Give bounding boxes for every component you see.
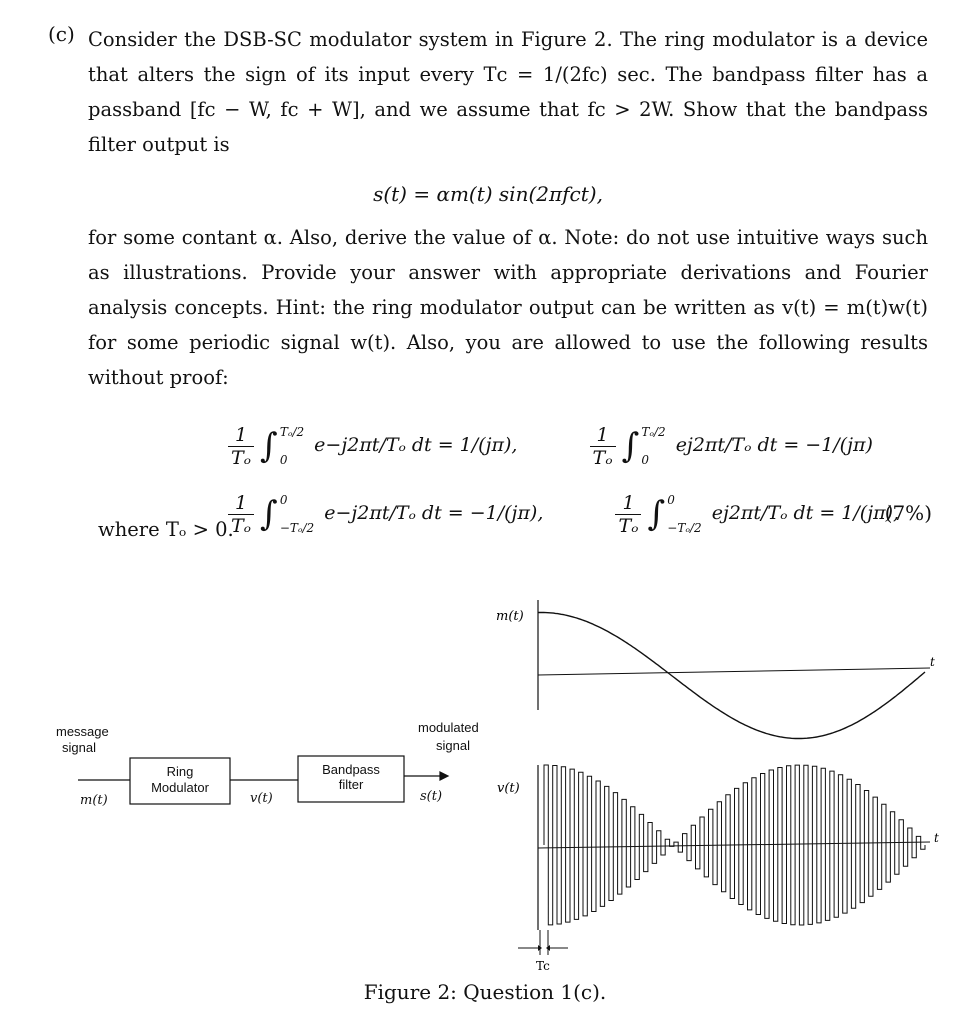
result-1: = 1/(jπ),: [437, 434, 518, 456]
problem-label: (c): [48, 22, 75, 46]
result-3: = −1/(jπ),: [447, 502, 544, 524]
integral-row-2: [228, 486, 899, 542]
prefactor: $\frac{1}{\text{Tₒ}}$: [228, 424, 254, 469]
v-chopped-path: [544, 765, 925, 925]
bpf-label-1: Bandpass: [322, 762, 380, 777]
points-label: (7%): [884, 501, 932, 525]
v-label: v(t): [250, 791, 273, 806]
tc-label: Tc: [536, 959, 550, 973]
given-integrals: [88, 414, 928, 564]
integral-sign: ∫: [260, 426, 278, 466]
result-4: = 1/(jπ),: [819, 502, 900, 524]
m-t-axis: [538, 668, 930, 675]
integrand-4: ej2πt/Tₒ dt: [711, 502, 814, 524]
integrand-1: e−j2πt/Tₒ dt: [314, 434, 432, 456]
modulated-label-1: modulated: [418, 720, 479, 735]
output-arrowhead: [440, 772, 448, 780]
ring-label-1: Ring: [166, 764, 194, 779]
integral-limits: Tₒ/2 0: [641, 425, 666, 467]
problem-paragraph-1: Consider the DSB-SC modulator system in Figure 2. The ring modulator is a device that alters the sign of its input every Tс = 1/(2fс) sec. The bandpass filter has a passband [fс − W, fс + W], and we assume that fс > 2W. Show that the bandpass filter output is: [88, 28, 928, 156]
v-chopped-signal: [544, 765, 925, 925]
integral-sign: ∫: [621, 426, 640, 466]
input-signal-label: m(t): [80, 793, 108, 808]
figure-2: [0, 560, 970, 980]
prefactor: $\frac{1}{\text{Tₒ}}$: [228, 492, 254, 537]
integral-limits: 0 −Tₒ/2: [667, 493, 702, 535]
integral-row-1: [228, 418, 873, 474]
result-2: = −1/(jπ): [783, 434, 873, 456]
integral-limits: Tₒ/2 0: [279, 425, 305, 467]
prefactor: $\frac{1}{\text{Tₒ}}$: [615, 492, 641, 537]
v-label-plot: v(t): [497, 781, 520, 796]
m-curve: [538, 613, 925, 739]
problem-paragraph-2: for some contant α. Also, derive the value of α. Note: do not use intuitive ways such as illustrations. Provide your answer with appropriate derivations and Fourier analysis concepts. Hint: the ring modulator output can be written as v(t) = m(t)w(t) for some periodic signal w(t). Also, you are allowed to use the following results without proof:: [88, 225, 928, 389]
t-label-1: t: [930, 655, 935, 669]
figure-caption: Figure 2: Question 1(c).: [363, 980, 607, 1004]
m-label: m(t): [496, 609, 524, 624]
t-label-2: t: [934, 831, 939, 845]
m-waveform-plot: [496, 600, 935, 739]
problem-section: [48, 22, 928, 564]
integral-limits: 0 −Tₒ/2: [279, 493, 315, 535]
message-label-1: message: [56, 724, 109, 739]
prefactor: $\frac{1}{\text{Tₒ}}$: [590, 424, 616, 469]
integrand-3: e−j2πt/Tₒ dt: [324, 502, 442, 524]
output-equation: s(t) = αm(t) sin(2πfсt),: [373, 181, 603, 206]
integral-sign: ∫: [647, 494, 666, 534]
s-label: s(t): [420, 789, 443, 804]
modulated-label-2: signal: [436, 738, 470, 753]
integral-sign: ∫: [260, 494, 278, 534]
integrand-2: ej2πt/Tₒ dt: [675, 434, 778, 456]
v-waveform-plot: [497, 765, 939, 973]
ring-label-2: Modulator: [151, 780, 209, 795]
bpf-label-2: filter: [338, 777, 364, 792]
message-label-2: signal: [62, 740, 96, 755]
where-clause: where Tₒ > 0.: [98, 518, 234, 541]
